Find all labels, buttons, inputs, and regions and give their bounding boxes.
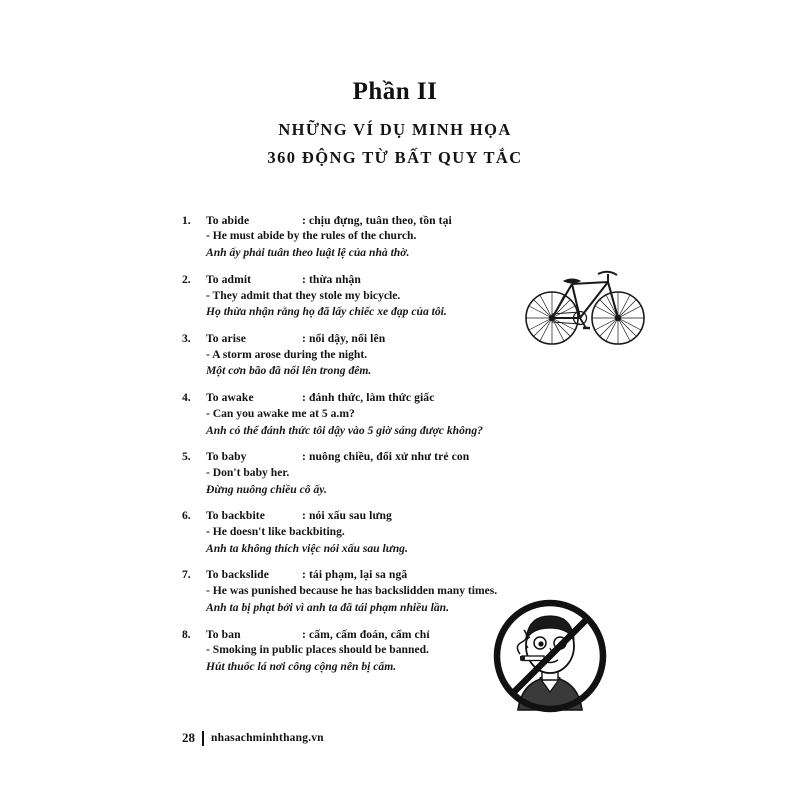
entry-header [182,214,652,228]
heading-subtitle-line-2: 360 ĐỘNG TỪ BẤT QUY TẮC [267,148,523,167]
entry-number: 8. [182,627,191,641]
entry-example-english: - A storm arose during the night. [206,347,368,361]
footer-site-label: nhasachminhthang.vn [211,732,324,744]
entry-example-english: - He must abide by the rules of the church. [206,229,417,243]
entry-example-vietnamese: Họ thừa nhận rằng họ đã lấy chiếc xe đạp của tôi. [206,305,447,319]
entry-verb: To backbite [206,509,265,523]
part-title: Phần II [352,78,438,105]
entry-number: 5. [182,450,191,464]
entry-number: 1. [182,214,191,227]
entry-meaning: : nuông chiều, đối xử như trẻ con [302,450,470,464]
entry-meaning: : chịu đựng, tuân theo, tồn tại [302,214,452,227]
list-item [182,509,652,557]
entry-example-english: - Can you awake me at 5 a.m? [206,406,355,420]
entry-example-vietnamese: Đừng nuông chiều cô ấy. [206,482,327,496]
entry-verb: To awake [206,391,254,405]
entry-example-vietnamese: Anh ta bị phạt bởi vì anh ta đã tái phạm nhiều lần. [206,600,449,614]
entry-meaning: : nói xấu sau lưng [302,509,392,523]
entry-meaning: : thừa nhận [302,273,361,287]
list-item [182,391,652,439]
entry-example-vietnamese: Anh có thể đánh thức tôi dậy vào 5 giờ sáng được không? [206,423,483,437]
entry-example-vietnamese: Anh ấy phải tuân theo luật lệ của nhà thờ. [206,246,410,260]
no-smoking-icon [492,598,608,714]
page-number: 28 [182,730,195,745]
entry-example-vietnamese: Một cơn bão đã nổi lên trong đêm. [206,364,372,378]
entry-verb: To arise [206,332,246,346]
entry-verb: To ban [206,627,241,641]
heading-subtitle-line-1: NHỮNG VÍ DỤ MINH HỌA [278,120,512,139]
entry-header [182,568,652,582]
list-item [182,450,652,498]
entry-example-vietnamese: Anh ta không thích việc nói xấu sau lưng. [206,541,408,555]
entry-verb: To admit [206,273,252,287]
footer-divider [202,731,204,746]
entry-example-english: - He was punished because he has backslidden many times. [206,583,498,597]
entry-verb: To abide [206,214,250,227]
entry-verb: To backslide [206,568,269,582]
bicycle-icon [524,238,646,356]
entry-number: 4. [182,391,191,405]
page-footer [182,730,324,746]
entry-example-english: - They admit that they stole my bicycle. [206,288,401,302]
entry-header [182,391,652,405]
entry-number: 6. [182,509,191,523]
entry-number: 2. [182,273,191,287]
page-heading [0,78,790,168]
entry-number: 7. [182,568,191,582]
entry-verb: To baby [206,450,247,464]
entry-example-english: - Smoking in public places should be banned. [206,643,429,657]
entry-meaning: : tái phạm, lại sa ngã [302,568,408,582]
entry-meaning: : cấm, cấm đoán, cấm chỉ [302,627,430,641]
entry-header [182,450,652,464]
entry-example-vietnamese: Hút thuốc lá nơi công cộng nên bị cấm. [206,659,397,673]
entry-example-english: - He doesn't like backbiting. [206,524,345,538]
entry-example-english: - Don't baby her. [206,465,290,479]
entry-meaning: : đánh thức, làm thức giấc [302,391,435,405]
entry-meaning: : nổi dậy, nổi lên [302,332,386,346]
entry-number: 3. [182,332,191,346]
entry-header [182,509,652,523]
